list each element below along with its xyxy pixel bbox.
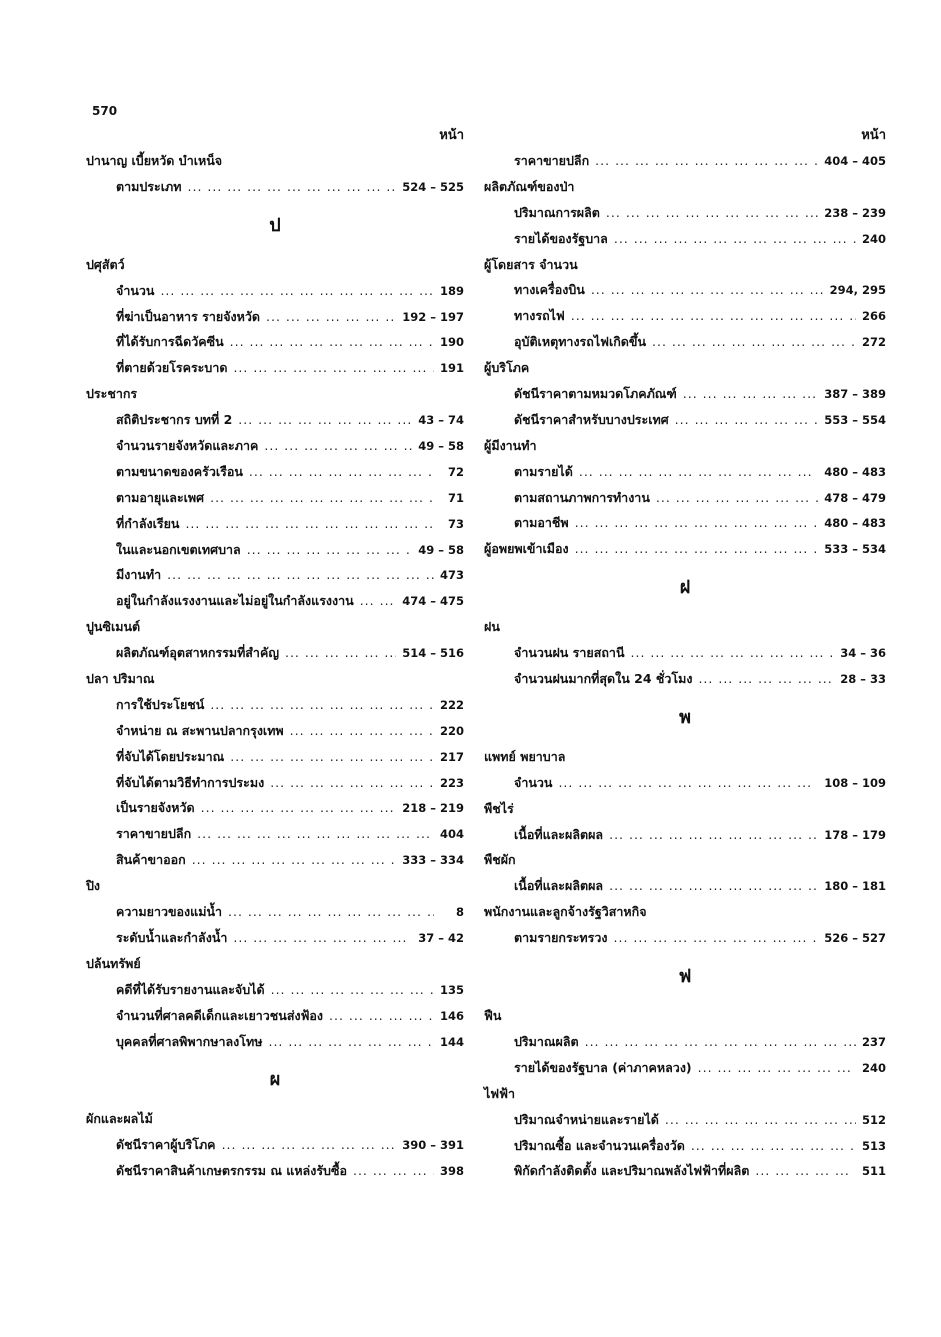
page-reference: 404 – 405 <box>824 154 886 168</box>
dot-leader <box>185 511 434 537</box>
entry-label: เป็นรายจังหวัด <box>116 800 195 816</box>
index-entry <box>86 977 464 1003</box>
entry-label: จำนวนฝน รายสถานี <box>514 645 625 661</box>
entry-label: อุบัติเหตุทางรถไฟเกิดขึ้น <box>514 334 647 350</box>
entry-label: เนื้อที่และผลิตผล <box>514 826 604 842</box>
page-reference: 404 <box>439 827 464 842</box>
entry-label: ที่ฆ่าเป็นอาหาร รายจังหวัด <box>116 308 261 324</box>
entry-label: ปริมาณการผลิต <box>514 204 600 220</box>
dot-leader <box>609 873 818 899</box>
index-entry <box>484 459 886 485</box>
index-entry <box>86 847 464 873</box>
page-reference: 189 <box>439 283 464 298</box>
entry-label: ผักและผลไม้ <box>86 1111 153 1127</box>
page-reference: 240 <box>861 231 886 246</box>
dot-leader <box>197 821 434 847</box>
index-heading <box>484 433 886 459</box>
index-entry <box>484 822 886 848</box>
index-entry <box>484 226 886 252</box>
section-letter-label: ป <box>269 214 281 236</box>
dot-leader <box>691 1133 856 1159</box>
index-entry <box>86 640 464 666</box>
index-entry <box>86 407 464 433</box>
index-heading <box>86 666 464 692</box>
index-entry <box>484 1107 886 1133</box>
page-reference: 144 <box>439 1034 464 1049</box>
dot-leader <box>329 1003 434 1029</box>
page-reference: 178 – 179 <box>824 827 886 842</box>
page-reference: 333 – 334 <box>402 853 464 868</box>
dot-leader <box>575 510 819 536</box>
page-reference: 474 – 475 <box>402 594 464 609</box>
page-reference: 513 <box>861 1138 886 1153</box>
dot-leader <box>614 226 856 252</box>
dot-leader <box>575 536 819 562</box>
section-letter-label: พ <box>679 706 691 728</box>
dot-leader <box>268 1029 434 1055</box>
page-reference: 222 <box>439 697 464 712</box>
dot-leader <box>264 433 412 459</box>
entry-label: ราคาขายปลีก <box>116 826 192 842</box>
index-rows <box>484 148 886 1184</box>
section-letter <box>86 1054 464 1106</box>
entry-label: จำนวน <box>116 282 155 298</box>
page-reference: 237 <box>861 1034 886 1049</box>
entry-label: ปลา ปริมาณ <box>86 671 155 687</box>
page-reference: 72 <box>447 464 464 479</box>
index-rows <box>86 148 464 1184</box>
entry-label: ผู้อพยพเข้าเมือง <box>484 541 569 557</box>
dot-leader <box>585 1029 856 1055</box>
index-entry <box>484 407 886 433</box>
index-entry <box>86 1003 464 1029</box>
entry-label: ผู้มีงานทำ <box>484 437 537 453</box>
page-reference: 43 – 74 <box>418 413 464 428</box>
index-entry <box>86 925 464 951</box>
page-reference: 240 <box>861 1060 886 1075</box>
page-reference: 524 – 525 <box>402 179 464 194</box>
entry-label: ปริมาณผลิต <box>514 1033 579 1049</box>
dot-leader <box>675 407 819 433</box>
page-reference: 480 – 483 <box>824 516 886 531</box>
entry-label: จำนวนที่ศาลคดีเด็กและเยาวชนส่งฟ้อง <box>116 1007 324 1023</box>
entry-label: ในและนอกเขตเทศบาล <box>116 541 241 557</box>
index-heading <box>484 847 886 873</box>
page-reference: 190 <box>439 335 464 350</box>
page-reference: 135 <box>439 982 464 997</box>
entry-label: พิกัดกำลังติดตั้ง และปริมาณพลังไฟฟ้าที่ผลิต <box>514 1163 750 1179</box>
dot-leader <box>683 381 818 407</box>
entry-label: ตามขนาดของครัวเรือน <box>116 463 243 479</box>
index-entry <box>484 640 886 666</box>
entry-label: ดัชนีราคาสินค้าเกษตรกรรม ณ แหล่งรับซื้อ <box>116 1163 347 1179</box>
dot-leader <box>249 459 434 485</box>
dot-leader <box>631 640 835 666</box>
entry-label: ผลิตภัณฑ์อุตสาหกรรมที่สำคัญ <box>116 645 279 661</box>
entry-label: ที่ได้รับการฉีดวัคซีน <box>116 334 224 350</box>
index-entry <box>484 510 886 536</box>
entry-label: พืชไร่ <box>484 800 514 816</box>
entry-label: ปริมาณซื้อ และจำนวนเครื่องวัด <box>514 1137 685 1153</box>
index-heading <box>86 873 464 899</box>
page-reference: 146 <box>439 1008 464 1023</box>
page-reference: 266 <box>861 309 886 324</box>
index-entry <box>86 433 464 459</box>
entry-label: ไฟฟ้า <box>484 1085 516 1101</box>
index-heading <box>86 381 464 407</box>
index-entry <box>484 1133 886 1159</box>
entry-label: ดัชนีราคาผู้บริโภค <box>116 1137 216 1153</box>
index-entry <box>484 770 886 796</box>
page-reference: 514 – 516 <box>402 646 464 661</box>
page-reference: 192 – 197 <box>402 309 464 324</box>
index-entry <box>86 770 464 796</box>
index-entry <box>86 304 464 330</box>
page-column-header: หน้า <box>439 128 464 143</box>
index-entry <box>484 1158 886 1184</box>
index-heading <box>484 355 886 381</box>
dot-leader <box>571 303 856 329</box>
index-entry <box>86 821 464 847</box>
entry-label: แพทย์ พยาบาล <box>484 748 566 764</box>
entry-label: ตามสถานภาพการทำงาน <box>514 489 650 505</box>
section-letter <box>86 200 464 252</box>
entry-label: การใช้ประโยชน์ <box>116 696 205 712</box>
page-reference: 220 <box>439 723 464 738</box>
page-reference: 473 <box>439 568 464 583</box>
dot-leader <box>270 770 434 796</box>
index-heading <box>86 951 464 977</box>
entry-label: ดัชนีราคาตามหมวดโภคภัณฑ์ <box>514 386 677 402</box>
entry-label: ฟืน <box>484 1008 502 1024</box>
entry-label: ผลิตภัณฑ์ของป่า <box>484 178 575 194</box>
page-reference: 218 – 219 <box>402 801 464 816</box>
entry-label: ระดับน้ำและกำลังน้ำ <box>116 929 228 945</box>
dot-leader <box>233 925 412 951</box>
dot-leader <box>606 200 818 226</box>
page-reference: 34 – 36 <box>840 646 886 661</box>
dot-leader <box>558 770 818 796</box>
index-heading <box>86 1106 464 1132</box>
entry-label: สถิติประชากร บทที่ 2 <box>116 412 233 428</box>
page-reference: 8 <box>455 905 464 920</box>
dot-leader <box>210 692 434 718</box>
index-entry <box>484 1055 886 1081</box>
index-entry <box>86 537 464 563</box>
index-entry <box>484 925 886 951</box>
dot-leader <box>609 822 818 848</box>
dot-leader <box>238 407 412 433</box>
dot-leader <box>188 174 397 200</box>
entry-label: จำนวนฝนมากที่สุดใน 24 ชั่วโมง <box>514 671 693 687</box>
entry-label: ที่จับได้โดยประมาณ <box>116 748 225 764</box>
dot-leader <box>353 1158 434 1184</box>
index-entry <box>86 588 464 614</box>
page-number: 570 <box>92 104 118 118</box>
index-heading <box>484 252 886 278</box>
section-letter <box>484 562 886 614</box>
dot-leader <box>201 795 397 821</box>
dot-leader <box>210 485 434 511</box>
index-entry <box>484 277 886 303</box>
entry-label: คดีที่ได้รับรายงานและจับได้ <box>116 981 265 997</box>
index-entry <box>86 718 464 744</box>
page-reference: 238 – 239 <box>824 205 886 220</box>
entry-label: มีงานทำ <box>116 567 162 583</box>
dot-leader <box>290 718 434 744</box>
index-heading <box>86 252 464 278</box>
index-entry <box>86 1029 464 1055</box>
entry-label: เนื้อที่และผลิตผล <box>514 878 604 894</box>
index-heading <box>484 614 886 640</box>
entry-label: ที่กำลังเรียน <box>116 515 180 531</box>
entry-label: ความยาวของแม่น้ำ <box>116 904 223 920</box>
dot-leader <box>233 355 434 381</box>
entry-label: ดัชนีราคาสำหรับบางประเทศ <box>514 411 669 427</box>
entry-label: ตามรายได้ <box>514 463 573 479</box>
index-entry <box>484 536 886 562</box>
index-entry <box>86 899 464 925</box>
dot-leader <box>228 899 434 925</box>
entry-label: ที่ตายด้วยโรคระบาด <box>116 360 228 376</box>
index-entry <box>484 381 886 407</box>
page-reference: 73 <box>447 516 464 531</box>
entry-label: จำหน่าย ณ สะพานปลากรุงเทพ <box>116 722 284 738</box>
entry-label: อยู่ในกำลังแรงงานและไม่อยู่ในกำลังแรงงาน <box>116 593 354 609</box>
index-heading <box>484 899 886 925</box>
entry-label: ตามประเภท <box>116 178 182 194</box>
index-heading <box>484 1081 886 1107</box>
dot-leader <box>591 277 824 303</box>
index-entry <box>86 459 464 485</box>
page-reference: 294, 295 <box>829 283 886 298</box>
dot-leader <box>656 485 818 511</box>
entry-label: บุคคลที่ศาลพิพากษาลงโทษ <box>116 1033 263 1049</box>
page-reference: 272 <box>861 335 886 350</box>
entry-label: ปิง <box>86 878 101 894</box>
entry-label: ที่จับได้ตามวิธีทำการประมง <box>116 774 265 790</box>
entry-label: ฝน <box>484 619 500 635</box>
page-reference: 49 – 58 <box>418 439 464 454</box>
index-entry <box>86 1132 464 1158</box>
dot-leader <box>271 977 434 1003</box>
section-letter <box>484 951 886 1003</box>
page-reference: 191 <box>439 361 464 376</box>
entry-label: ปศุสัตว์ <box>86 256 125 272</box>
page-reference: 533 – 534 <box>824 542 886 557</box>
entry-label: ทางเครื่องบิน <box>514 282 585 298</box>
index-entry <box>86 562 464 588</box>
dot-leader <box>192 847 397 873</box>
dot-leader <box>755 1158 856 1184</box>
entry-label: ผู้บริโภค <box>484 360 530 376</box>
index-heading <box>484 796 886 822</box>
index-entry <box>86 1158 464 1184</box>
dot-leader <box>652 329 856 355</box>
entry-label: จำนวนรายจังหวัดและภาค <box>116 438 259 454</box>
index-entry <box>484 485 886 511</box>
entry-label: พนักงานและลูกจ้างรัฐวิสาหกิจ <box>484 904 647 920</box>
entry-label: ตามอาชีพ <box>514 515 569 531</box>
dot-leader <box>160 278 434 304</box>
dot-leader <box>222 1132 397 1158</box>
index-entry <box>86 278 464 304</box>
dot-leader <box>579 459 818 485</box>
entry-label: ประชากร <box>86 386 138 402</box>
section-letter-label: ฟ <box>678 966 692 988</box>
index-entry <box>484 1029 886 1055</box>
index-entry <box>86 795 464 821</box>
dot-leader <box>285 640 396 666</box>
entry-label: พืชผัก <box>484 852 516 868</box>
index-entry <box>86 692 464 718</box>
page-reference: 28 – 33 <box>840 672 886 687</box>
page-reference: 511 <box>861 1164 886 1179</box>
dot-leader <box>360 588 397 614</box>
dot-leader <box>230 329 434 355</box>
index-heading <box>86 148 464 174</box>
index-heading <box>86 614 464 640</box>
section-letter-label: ฝ <box>679 577 691 599</box>
entry-label: ปานาญ เบี้ยหวัด บำเหน็จ <box>86 153 223 168</box>
index-entry <box>484 873 886 899</box>
page-reference: 71 <box>447 490 464 505</box>
entry-label: ปล้นทรัพย์ <box>86 955 141 971</box>
entry-label: ผู้โดยสาร จำนวน <box>484 256 578 272</box>
entry-label: ตามรายกระทรวง <box>514 930 608 946</box>
index-entry <box>484 148 886 174</box>
entry-label: ปริมาณจำหน่ายและรายได้ <box>514 1111 659 1127</box>
index-entry <box>484 329 886 355</box>
page-reference: 398 <box>439 1164 464 1179</box>
dot-leader <box>230 744 434 770</box>
index-entry <box>484 303 886 329</box>
index-entry <box>86 744 464 770</box>
page-reference: 108 – 109 <box>824 775 886 790</box>
index-heading <box>484 1003 886 1029</box>
page-reference: 217 <box>439 749 464 764</box>
page-reference: 387 – 389 <box>824 387 886 402</box>
dot-leader <box>698 1055 856 1081</box>
page-reference: 512 <box>861 1112 886 1127</box>
index-heading <box>484 744 886 770</box>
page-column-header: หน้า <box>861 128 886 143</box>
entry-label: ราคาขายปลีก <box>514 153 590 168</box>
page-reference: 553 – 554 <box>824 412 886 427</box>
index-entry <box>86 511 464 537</box>
entry-label: ทางรถไฟ <box>514 308 565 324</box>
entry-label: ตามอายุและเพศ <box>116 489 205 505</box>
index-column-right <box>484 124 886 1184</box>
index-entry <box>86 355 464 381</box>
entry-label: รายได้ของรัฐบาล (ค่าภาคหลวง) <box>514 1059 692 1075</box>
index-column-left <box>86 124 464 1184</box>
dot-leader <box>247 537 413 563</box>
dot-leader <box>614 925 819 951</box>
page-reference: 526 – 527 <box>824 931 886 946</box>
entry-label: ปูนซิเมนต์ <box>86 619 141 635</box>
dot-leader <box>167 562 434 588</box>
index-heading <box>484 174 886 200</box>
dot-leader <box>266 304 396 330</box>
index-entry <box>86 329 464 355</box>
page-reference: 223 <box>439 775 464 790</box>
index-entry <box>484 666 886 692</box>
index-entry <box>86 485 464 511</box>
dot-leader <box>595 148 818 174</box>
entry-label: รายได้ของรัฐบาล <box>514 230 608 246</box>
dot-leader <box>665 1107 856 1133</box>
dot-leader <box>698 666 834 692</box>
page-reference: 390 – 391 <box>402 1138 464 1153</box>
page-reference: 49 – 58 <box>418 542 464 557</box>
page-reference: 478 – 479 <box>824 490 886 505</box>
page-reference: 480 – 483 <box>824 464 886 479</box>
page-reference: 37 – 42 <box>418 930 464 945</box>
entry-label: สินค้าขาออก <box>116 852 186 868</box>
page-reference: 180 – 181 <box>824 879 886 894</box>
index-entry <box>484 200 886 226</box>
section-letter-label: ผ <box>269 1069 281 1091</box>
index-entry <box>86 174 464 200</box>
entry-label: จำนวน <box>514 774 553 790</box>
section-letter <box>484 692 886 744</box>
